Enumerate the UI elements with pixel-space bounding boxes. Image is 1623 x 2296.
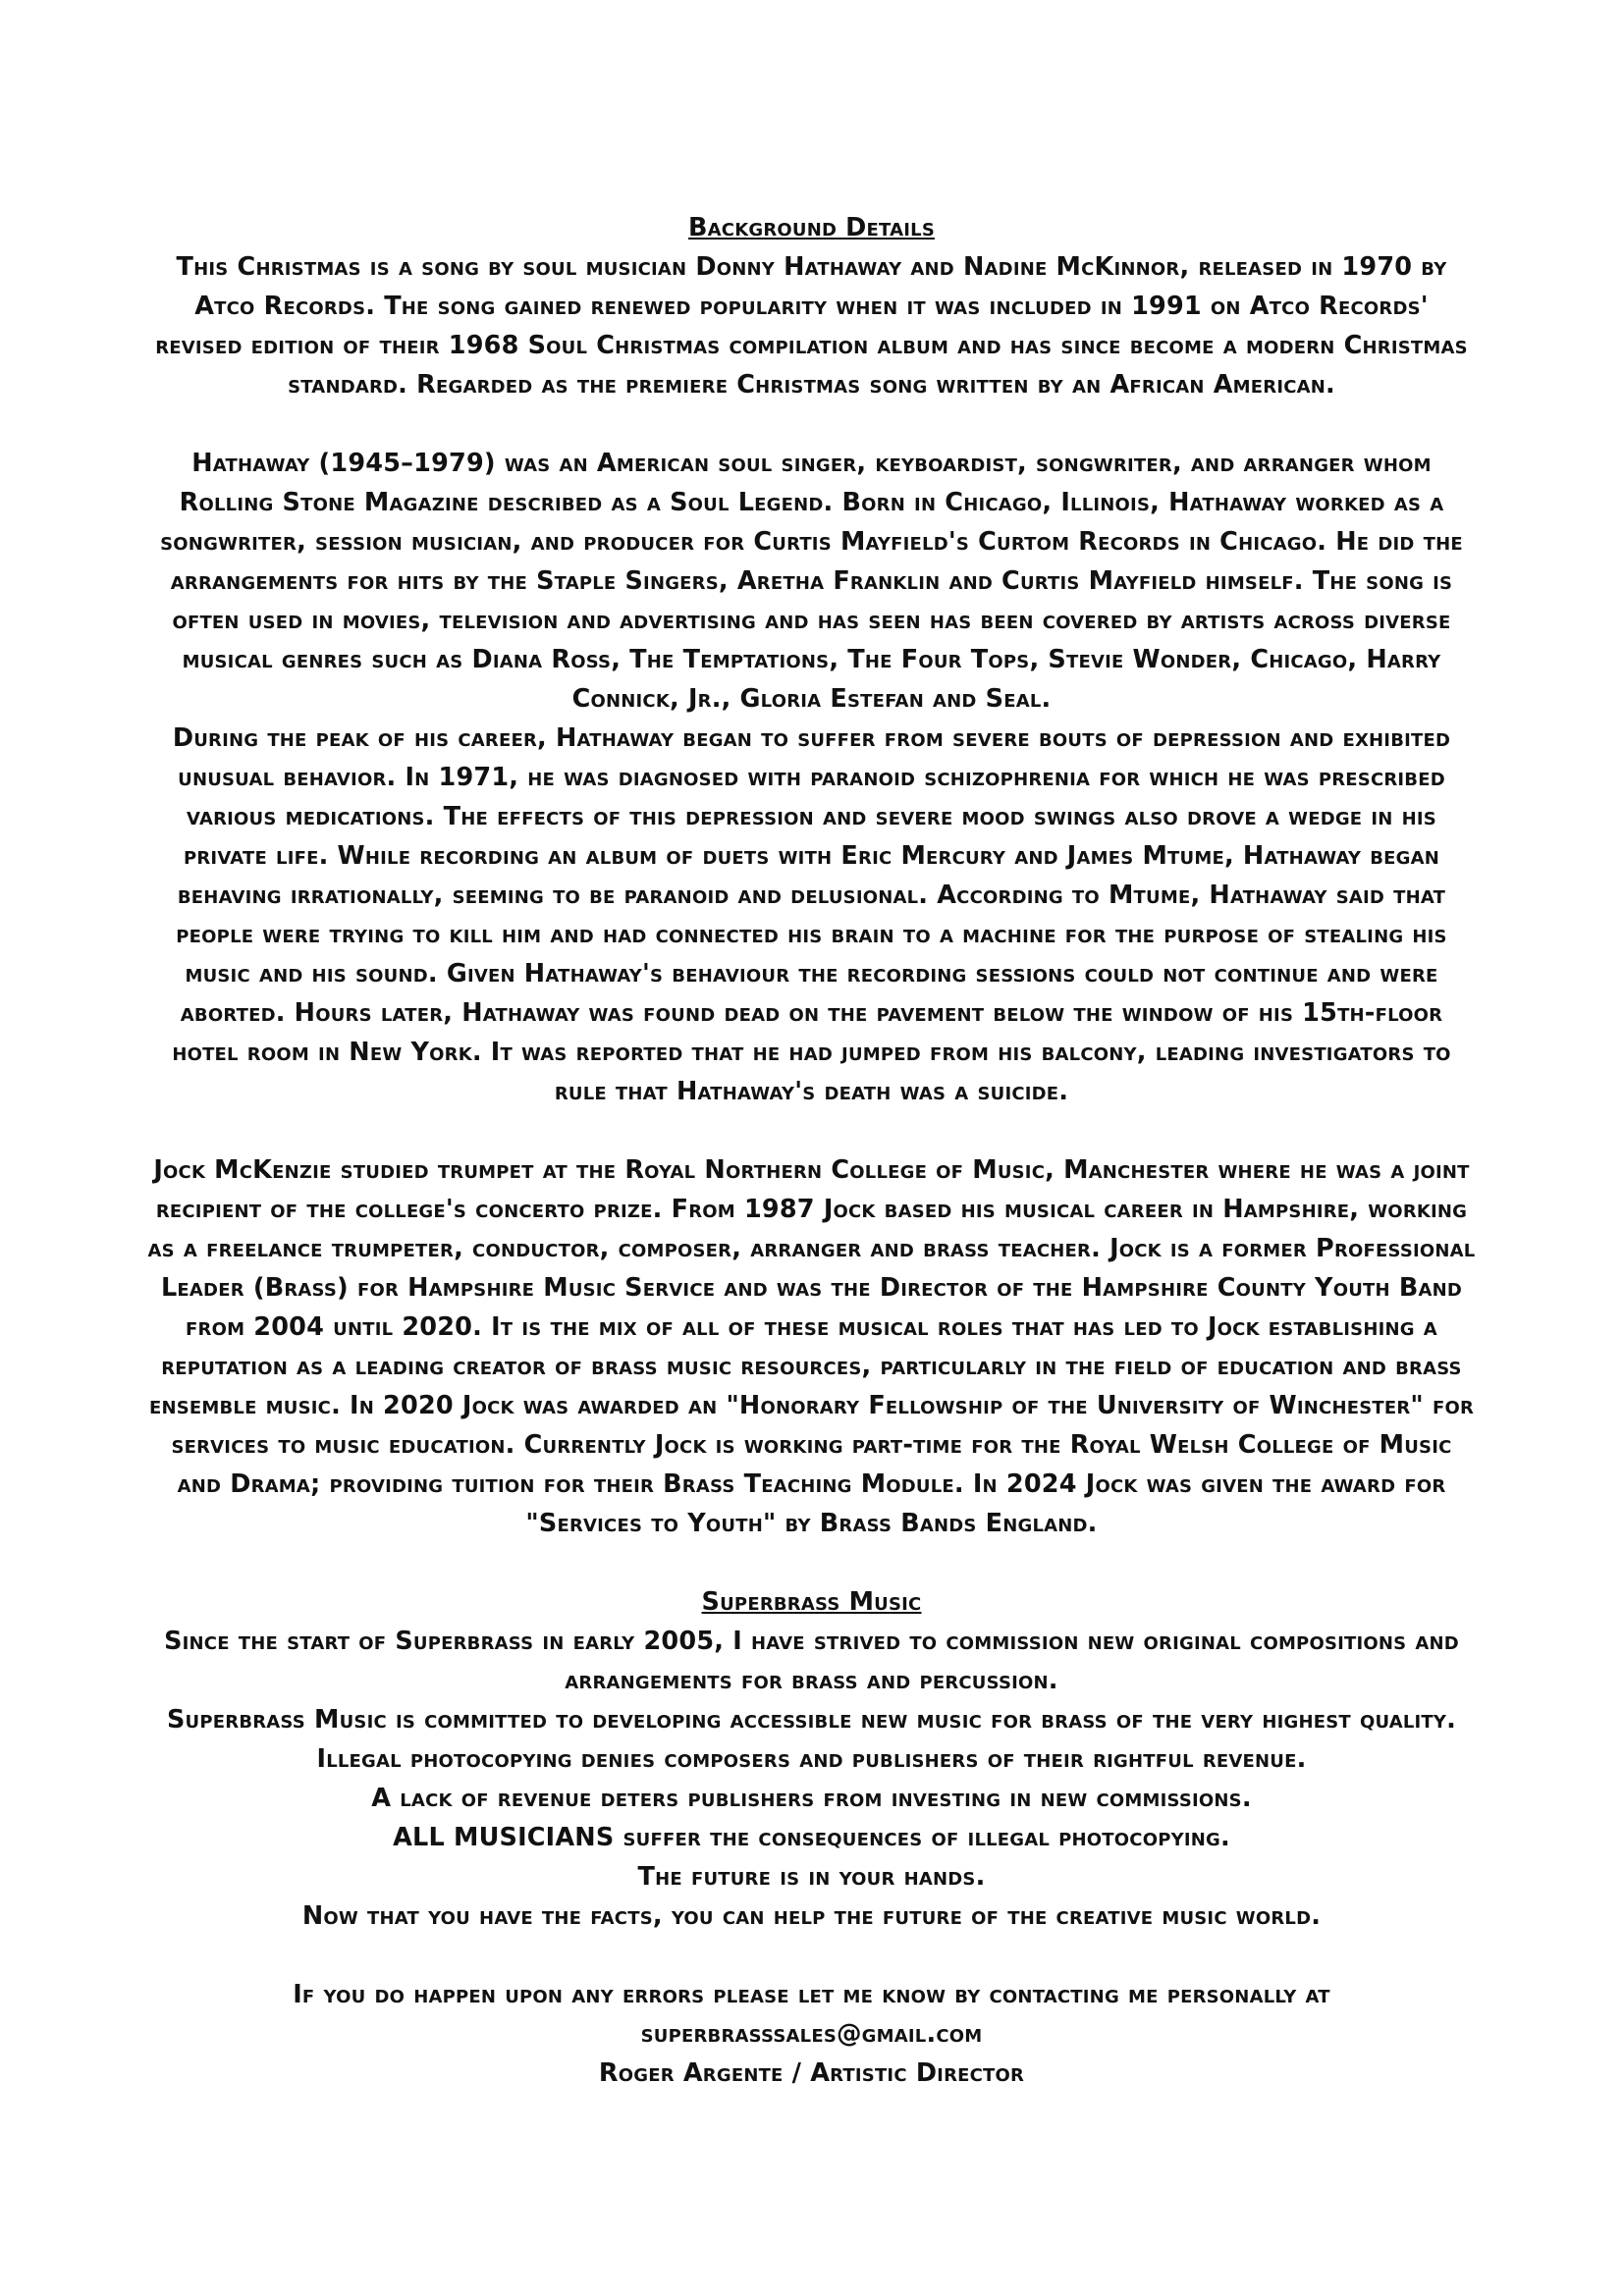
superbrass-line: Now that you have the facts, you can help the future of the creative music world. — [301, 1901, 1322, 1931]
contact-email: superbrasssales@gmail.com — [640, 2019, 983, 2049]
contact-line: If you do happen upon any errors please let me know by contacting me personally at — [293, 1980, 1330, 2009]
spacer — [147, 1111, 1476, 1150]
spacer — [147, 1936, 1476, 1975]
signature: Roger Argente / Artistic Director — [598, 2058, 1025, 2088]
paragraph-song-intro: This Christmas is a song by soul musician Donny Hathaway and Nadine McKinnor, released in 1970 by Atco Records. The song gained renewed popularity when it was included in 1991 on Atco Records' revised edition of their 1968 Soul Christmas compilation album and has since become a modern Christmas standard. Regarded as the premiere Christmas song written by an African American. — [155, 252, 1468, 400]
superbrass-line: Illegal photocopying denies composers and publishers of their rightful revenue. — [316, 1744, 1307, 1774]
spacer — [147, 1543, 1476, 1582]
paragraph-hathaway-career: During the peak of his career, Hathaway began to suffer from severe bouts of depression and exhibited unusual behavior. In 1971, he was diagnosed with paranoid schizophrenia for which he was prescribed various medications. The effects of this depression and severe mood swings also drove a wedge in his private life. While recording an album of duets with Eric Mercury and James Mtume, Hathaway began behaving irrationally, seeming to be paranoid and delusional. According to Mtume, Hathaway said that people were trying to kill him and had connected his brain to a machine for the purpose of stealing his music and his sound. Given Hathaway's behaviour the recording sessions could not continue and were aborted. Hours later, Hathaway was found dead on the pavement below the window of his 15th-floor hotel room in New York. It was reported that he had jumped from his balcony, leading investigators to rule that Hathaway's death was a suicide. — [172, 723, 1451, 1106]
superbrass-line: The future is in your hands. — [637, 1862, 986, 1892]
superbrass-heading: Superbrass Music — [701, 1587, 922, 1617]
paragraph-mckenzie-bio: Jock McKenzie studied trumpet at the Royal Northern College of Music, Manchester where he was a joint recipient of the college's concerto prize. From 1987 Jock based his musical career in Hampshire, working as a freelance trumpeter, conductor, composer, arranger and brass teacher. Jock is a former Professional Leader (Brass) for Hampshire Music Service and was the Director of the Hampshire County Youth Band from 2004 until 2020. It is the mix of all of these musical roles that has led to Jock establishing a reputation as a leading creator of brass music resources, particularly in the field of education and brass ensemble music. In 2020 Jock was awarded an "Honorary Fellowship of the University of Winchester" for services to music education. Currently Jock is working part-time for the Royal Welsh College of Music and Drama; providing tuition for their Brass Teaching Module. In 2024 Jock was given the award for "Services to Youth" by Brass Bands England. — [147, 1155, 1476, 1538]
emphasis-suffix: suffer the consequences of illegal photocopying. — [614, 1823, 1230, 1852]
paragraph-hathaway-bio: Hathaway (1945–1979) was an American soul singer, keyboardist, songwriter, and arranger whom Rolling Stone Magazine described as a Soul Legend. Born in Chicago, Illinois, Hathaway worked as a songwriter, session musician, and producer for Curtis Mayfield's Curtom Records in Chicago. He did the arrangements for hits by the Staple Singers, Aretha Franklin and Curtis Mayfield himself. The song is often used in movies, television and advertising and has seen has been covered by artists across diverse musical genres such as Diana Ross, The Temptations, The Four Tops, Stevie Wonder, Chicago, Harry Connick, Jr., Gloria Estefan and Seal. — [160, 449, 1463, 714]
document-page — [147, 208, 1476, 2093]
all-musicians-emphasis: ALL MUSICIANS — [393, 1823, 615, 1852]
superbrass-line: Superbrass Music is committed to developing accessible new music for brass of the very highest quality. — [166, 1705, 1456, 1735]
spacer — [147, 404, 1476, 444]
background-heading: Background Details — [688, 213, 935, 242]
superbrass-line: A lack of revenue deters publishers from investing in new commissions. — [371, 1784, 1252, 1813]
superbrass-emphasis-line — [147, 1818, 1476, 1857]
superbrass-line: Since the start of Superbrass in early 2005, I have strived to commission new original compositions and arrangements for brass and percussion. — [164, 1627, 1459, 1695]
